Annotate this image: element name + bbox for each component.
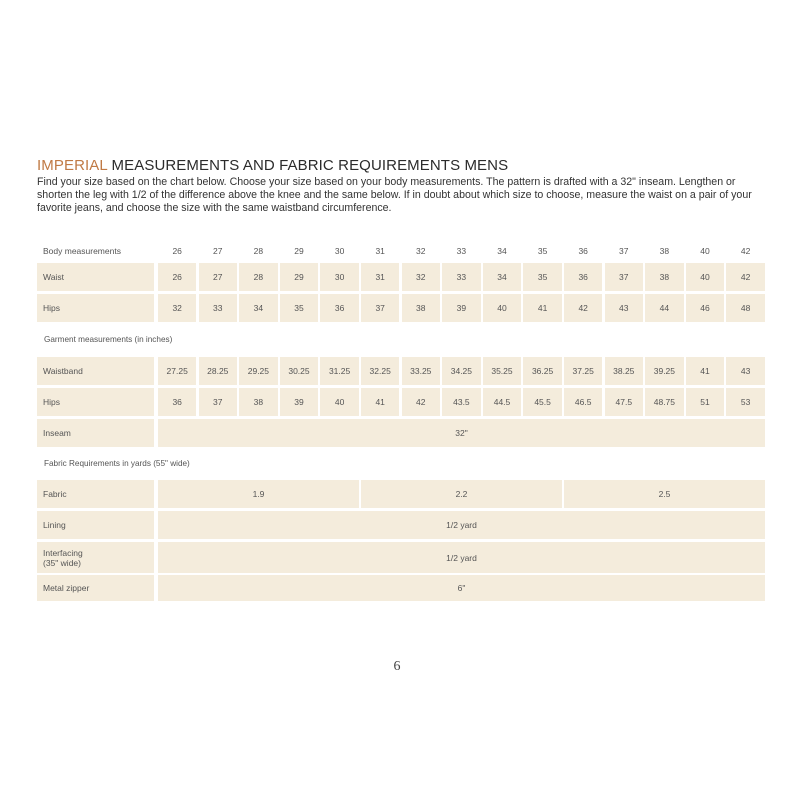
zipper-label: Metal zipper	[37, 575, 154, 601]
interfacing-label	[37, 542, 154, 573]
size-header: 40	[700, 246, 710, 256]
table-cell: 30	[320, 263, 358, 291]
table-cell: 35.25	[483, 357, 521, 385]
size-header: 30	[334, 246, 345, 256]
zipper-value: 6"	[158, 575, 765, 601]
table-cell: 46	[686, 294, 724, 322]
title-accent: IMPERIAL	[37, 157, 108, 174]
table-cell: 43.5	[442, 388, 480, 416]
size-header: 26	[172, 246, 182, 256]
fabric-section-label: Fabric Requirements in yards (55" wide)	[44, 459, 190, 468]
table-cell: 38	[239, 388, 277, 416]
table-cell: 34	[483, 263, 521, 291]
title-rest: MEASUREMENTS AND FABRIC REQUIREMENTS MENS	[107, 157, 509, 174]
size-header: 31	[375, 246, 385, 256]
table-cell: 27	[199, 263, 237, 291]
table-cell: 40	[483, 294, 521, 322]
lining-value: 1/2 yard	[158, 511, 765, 539]
table-cell: 41	[523, 294, 561, 322]
table-cell: 37	[199, 388, 237, 416]
table-cell: 31	[361, 263, 399, 291]
size-header: 36	[578, 246, 588, 256]
table-cell: 29	[280, 263, 318, 291]
table-cell: 43	[726, 357, 764, 385]
table-cell: 36	[320, 294, 358, 322]
table-cell: 43	[605, 294, 643, 322]
table-cell: 48	[726, 294, 764, 322]
inseam-value: 32"	[158, 419, 765, 447]
table-cell: 39	[442, 294, 480, 322]
interfacing-label-line1: Interfacing	[43, 547, 83, 558]
size-header: 42	[740, 246, 751, 256]
table-cell: 39.25	[645, 357, 683, 385]
table-cell: 44	[645, 294, 683, 322]
table-cell: 41	[361, 388, 399, 416]
page-number: 6	[393, 659, 401, 674]
table-cell: 37	[361, 294, 399, 322]
fabric-yardage: 1.9	[158, 480, 359, 508]
table-cell: 32	[158, 294, 196, 322]
table-cell: 27.25	[158, 357, 196, 385]
table-cell: 30.25	[280, 357, 318, 385]
size-header: 29	[294, 246, 304, 256]
lining-label: Lining	[37, 511, 154, 539]
fabric-yardage: 2.2	[361, 480, 562, 508]
table-cell: 38	[645, 263, 683, 291]
table-cell: 36	[564, 263, 602, 291]
interfacing-value: 1/2 yard	[158, 542, 765, 573]
table-cell: 48.75	[645, 388, 683, 416]
table-cell: 36.25	[523, 357, 561, 385]
table-cell: 51	[686, 388, 724, 416]
table-cell: 34	[239, 294, 277, 322]
table-cell: 35	[280, 294, 318, 322]
table-cell: 33.25	[402, 357, 440, 385]
row-label: Hips	[37, 294, 154, 322]
table-cell: 47.5	[605, 388, 643, 416]
size-header: 27	[213, 246, 223, 256]
table-cell: 32	[402, 263, 440, 291]
table-cell: 29.25	[239, 357, 277, 385]
size-header: 37	[619, 246, 629, 256]
size-header: 35	[537, 246, 548, 256]
table-cell: 45.5	[523, 388, 561, 416]
row-label: Waistband	[37, 357, 154, 385]
table-cell: 40	[686, 263, 724, 291]
fabric-label: Fabric	[37, 480, 154, 508]
table-cell: 42	[564, 294, 602, 322]
garment-section-label: Garment measurements (in inches)	[44, 335, 173, 344]
size-header: 28	[253, 246, 264, 256]
table-cell: 28	[239, 263, 277, 291]
table-cell: 42	[402, 388, 440, 416]
page-title	[37, 157, 508, 174]
table-cell: 35	[523, 263, 561, 291]
table-cell: 33	[199, 294, 237, 322]
intro-paragraph: Find your size based on the chart below. Choose your size based on your body measurements. The pattern is drafted with a 32" inseam. Lengthen or shorten the leg with 1/2 of the difference above the knee and the same below. If in doubt about which size to choose, measure the waist on a pair of your favorite jeans, and choose the size with the same waistband circumference.	[37, 176, 752, 214]
table-cell: 37	[605, 263, 643, 291]
table-cell: 40	[320, 388, 358, 416]
table-cell: 32.25	[361, 357, 399, 385]
inseam-label: Inseam	[37, 419, 154, 447]
table-cell: 28.25	[199, 357, 237, 385]
interfacing-label-line2: (35" wide)	[43, 557, 81, 568]
row-label: Hips	[37, 388, 154, 416]
table-cell: 38	[402, 294, 440, 322]
table-cell: 33	[442, 263, 480, 291]
row-label: Waist	[37, 263, 154, 291]
table-cell: 39	[280, 388, 318, 416]
size-header: 34	[497, 246, 507, 256]
table-cell: 46.5	[564, 388, 602, 416]
table-cell: 31.25	[320, 357, 358, 385]
table-cell: 41	[686, 357, 724, 385]
table-cell: 34.25	[442, 357, 480, 385]
table-cell: 26	[158, 263, 196, 291]
body-measurements-label: Body measurements	[43, 246, 121, 256]
table-cell: 36	[158, 388, 196, 416]
table-cell: 37.25	[564, 357, 602, 385]
table-cell: 53	[726, 388, 764, 416]
size-header: 38	[659, 246, 670, 256]
fabric-yardage: 2.5	[564, 480, 765, 508]
size-header: 32	[416, 246, 426, 256]
size-header: 33	[456, 246, 467, 256]
table-cell: 38.25	[605, 357, 643, 385]
table-cell: 42	[726, 263, 764, 291]
table-cell: 44.5	[483, 388, 521, 416]
